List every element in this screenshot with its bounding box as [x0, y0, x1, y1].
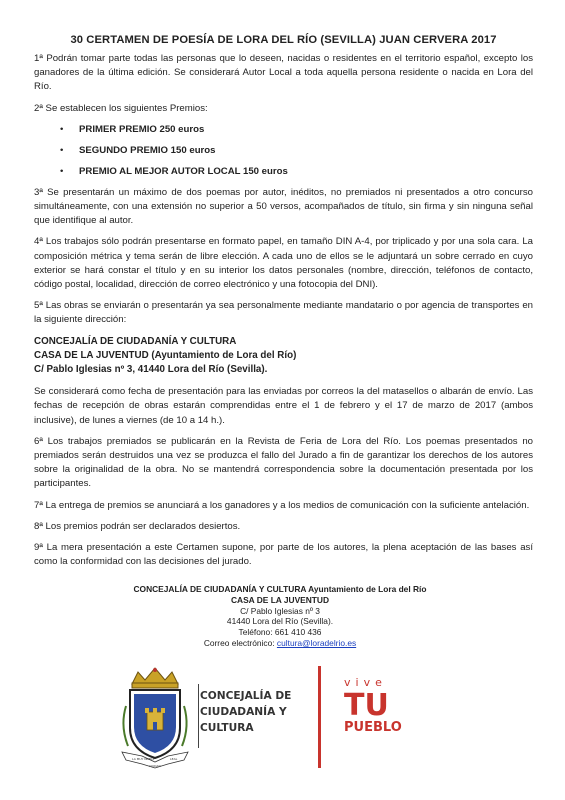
- prize-item: [60, 123, 533, 137]
- footer-line-3: C/ Pablo Iglesias nº 3: [240, 605, 320, 616]
- footer-contact: [100, 584, 460, 649]
- town-shield-icon: [118, 666, 192, 770]
- shield-band-right: LEAL: [170, 757, 178, 761]
- tu-text: TU: [344, 688, 389, 723]
- concejalia-logo-line-2: CIUDADANÍA Y CULTURA: [200, 706, 287, 734]
- vive-text: vive: [344, 676, 387, 689]
- address-line-1: CONCEJALÍA DE CIUDADANÍA Y CULTURA: [34, 335, 237, 347]
- dates-paragraph: Se considerará como fecha de presentación para las enviadas por correos la del matasellos o albarán de envío. Las fechas de recepción de obras estarán comprendidas entre el 1 de febrero y el 17 de marzo de 2017 (ambos inclusive), de lunes a viernes (de 10 a 14 h.).: [34, 386, 533, 426]
- rule-4: 4ª Los trabajos sólo podrán presentarse en formato papel, en tamaño DIN A-4, por triplicado y por una sola cara. La composición métrica y tema serán de libre elección. A cada uno de ellos se le adjuntará un sobre cerrado en cuyo exterior se hará constar el título y en su interior los datos personales (nombre, dirección, teléfonos de contacto, código postal, localidad, dirección de correo electrónico y una fotocopia del DNI).: [34, 236, 533, 291]
- bullet-icon: •: [60, 165, 64, 177]
- logo-divider: [198, 684, 199, 748]
- rule-1: 1ª Podrán tomar parte todas las personas que lo deseen, nacidas o residentes en el territorio español, excepto los ganadores de la última edición. Se considerará Autor Local a toda aquella persona residente o nacida en Lora del Río.: [34, 53, 533, 93]
- footer-line-2: CASA DE LA JUVENTUD: [230, 594, 330, 605]
- vive-divider: [318, 666, 321, 768]
- rule-6: 6ª Los trabajos premiados se publicarán en la Revista de Feria de Lora del Río. Los poemas presentados no premiados serán destruidos una vez se produzca el fallo del Jurado a fin de garantizar los derechos de los autores sobre la originalidad de la obra. No se mantendrá correspondencia sobre la documentación presentada por los participantes.: [34, 435, 533, 490]
- bullet-icon: •: [60, 123, 64, 135]
- prize-label: PRIMER PREMIO 250 euros: [79, 123, 205, 135]
- document-page: [34, 34, 533, 576]
- document-title: 30 CERTAMEN DE POESÍA DE LORA DEL RÍO (SEVILLA) JUAN CERVERA 2017: [70, 34, 497, 46]
- concejalia-logo: [200, 688, 312, 736]
- shield-band-left: LA MUY NOBLE: [132, 757, 155, 761]
- footer-line-4: 41440 Lora del Río (Sevilla).: [226, 616, 334, 627]
- footer-line-1: CONCEJALÍA DE CIUDADANÍA Y CULTURA Ayuntamiento de Lora del Río: [133, 584, 427, 594]
- logos-row: [118, 666, 438, 776]
- address-line-3: C/ Pablo Iglesias nº 3, 41440 Lora del Río (Sevilla).: [34, 364, 268, 376]
- rule-5: 5ª Las obras se enviarán o presentarán ya sea personalmente mediante mandatario o por agencia de transportes en la siguiente dirección:: [34, 300, 533, 326]
- rule-3: 3ª Se presentarán un máximo de dos poemas por autor, inéditos, no premiados ni presentados a otro concurso simultáneamente, con una extensión no superior a 50 versos, acompañados de título, sin firma y sin ninguna señal que identifique al autor.: [34, 186, 533, 227]
- email-link[interactable]: cultura@loradelrio.es: [276, 637, 357, 648]
- prize-list: [34, 123, 533, 179]
- prize-label: SEGUNDO PREMIO 150 euros: [79, 144, 216, 156]
- prize-item: [60, 165, 533, 179]
- prize-item: [60, 144, 533, 158]
- footer-line-5: Teléfono: 661 410 436: [238, 627, 322, 638]
- prize-label: PREMIO AL MEJOR AUTOR LOCAL 150 euros: [79, 165, 288, 177]
- address-line-2: CASA DE LA JUVENTUD (Ayuntamiento de Lora del Río): [34, 349, 297, 361]
- email-label: Correo electrónico:: [203, 637, 277, 648]
- shield-band-bottom: CIUDAD: [149, 764, 161, 768]
- vive-tu-pueblo-logo: [344, 676, 402, 735]
- rule-9: 9ª La mera presentación a este Certamen supone, por parte de los autores, la plena aceptación de las bases así como la conformidad con las decisiones del jurado.: [34, 542, 533, 568]
- rule-2-intro: 2ª Se establecen los siguientes Premios:: [34, 102, 208, 114]
- concejalia-logo-line-1: CONCEJALÍA DE: [200, 690, 292, 702]
- pueblo-text: PUEBLO: [344, 720, 402, 735]
- bullet-icon: •: [60, 144, 64, 156]
- rule-8: 8ª Los premios podrán ser declarados desiertos.: [34, 520, 241, 532]
- submission-address: [34, 335, 533, 378]
- rule-7: 7ª La entrega de premios se anunciará a los ganadores y a los medios de comunicación con la suficiente antelación.: [34, 499, 530, 511]
- footer-email-row: [100, 638, 460, 649]
